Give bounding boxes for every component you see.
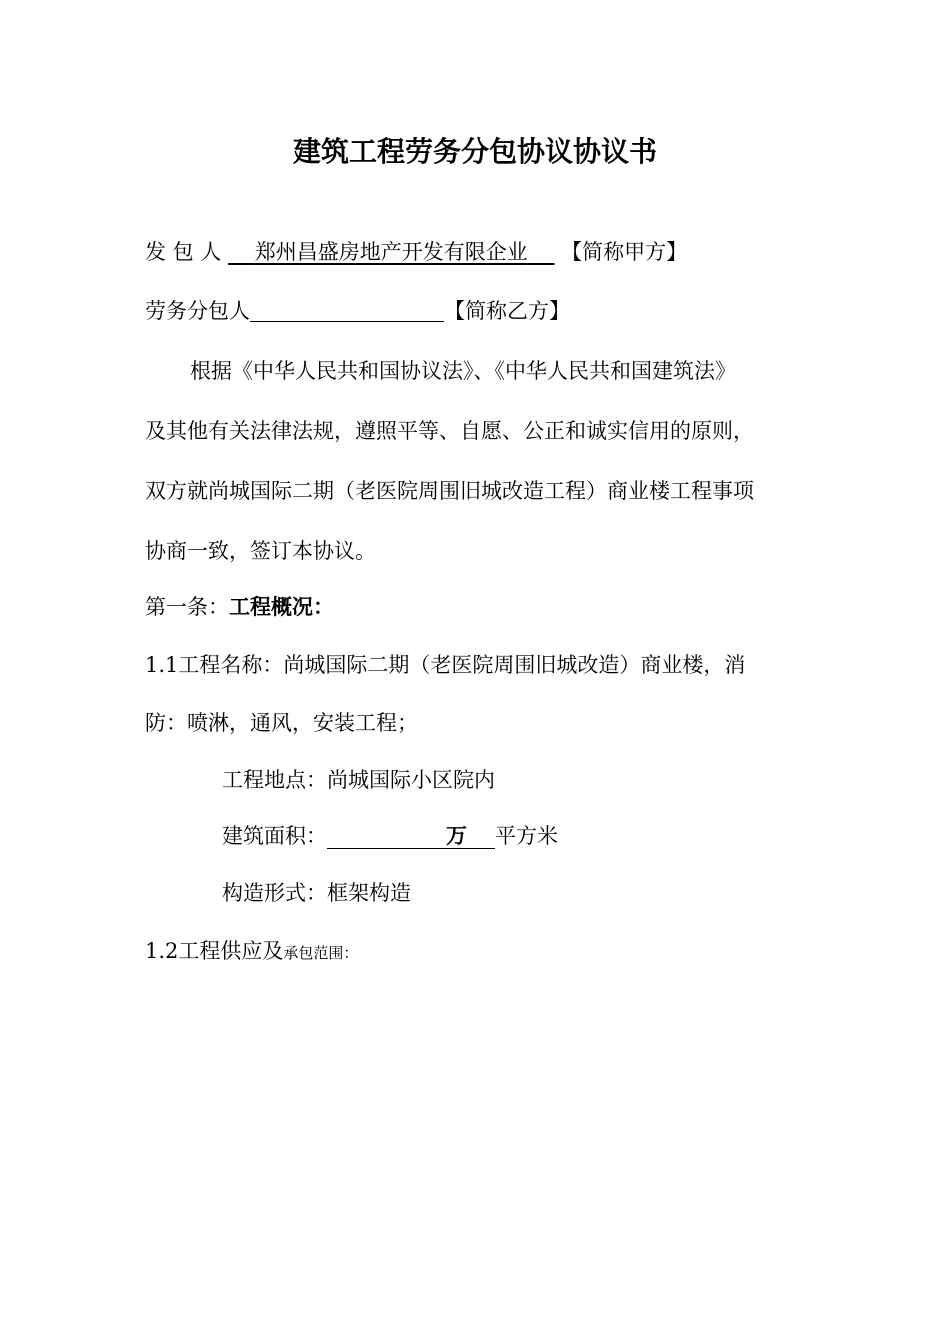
item-1-1-line-2: 防：喷淋，通风，安装工程； [145,711,418,735]
item-1-2-line [145,937,358,967]
item-1-2-main: 1.2工程供应及 [145,939,284,963]
building-area-line [222,822,558,850]
article-1-prefix: 第一条： [145,595,229,619]
building-area-label: 建筑面积： [222,824,327,848]
subcontractor-abbr: 【简称乙方】 [444,299,570,323]
preamble-line-1: 根据《中华人民共和国协议法》、《中华人民共和国建筑法》 [190,359,736,383]
employer-name: 郑州昌盛房地产开发有限企业 [254,240,528,264]
item-1-2-small: 承包范围： [283,944,359,962]
building-area-unit: 平方米 [495,824,558,848]
building-area-field[interactable]: 万 [327,824,495,849]
subcontractor-label: 劳务分包人 [145,299,250,323]
preamble-line-2: 及其他有关法律法规，遵照平等、自愿、公正和诚实信用的原则， [145,419,754,443]
subcontractor-name-blank[interactable] [250,299,444,322]
project-location: 工程地点：尚城国际小区院内 [222,768,495,792]
article-1-title: 工程概况： [229,595,334,619]
preamble-line-3: 双方就尚城国际二期（老医院周围旧城改造工程）商业楼工程事项 [145,479,754,503]
employer-line [145,238,687,266]
employer-label: 发 包 人 [145,240,222,264]
employer-abbr: 【简称甲方】 [561,240,688,264]
item-1-1-line-1: 1.1工程名称：尚城国际二期（老医院周围旧城改造）商业楼，消 [145,653,746,677]
document-title: 建筑工程劳务分包协议协议书 [292,135,657,168]
article-1-heading [145,593,334,621]
subcontractor-line [145,297,570,325]
preamble-line-4: 协商一致，签订本协议。 [145,539,376,563]
structure-type: 构造形式：框架构造 [222,881,411,905]
